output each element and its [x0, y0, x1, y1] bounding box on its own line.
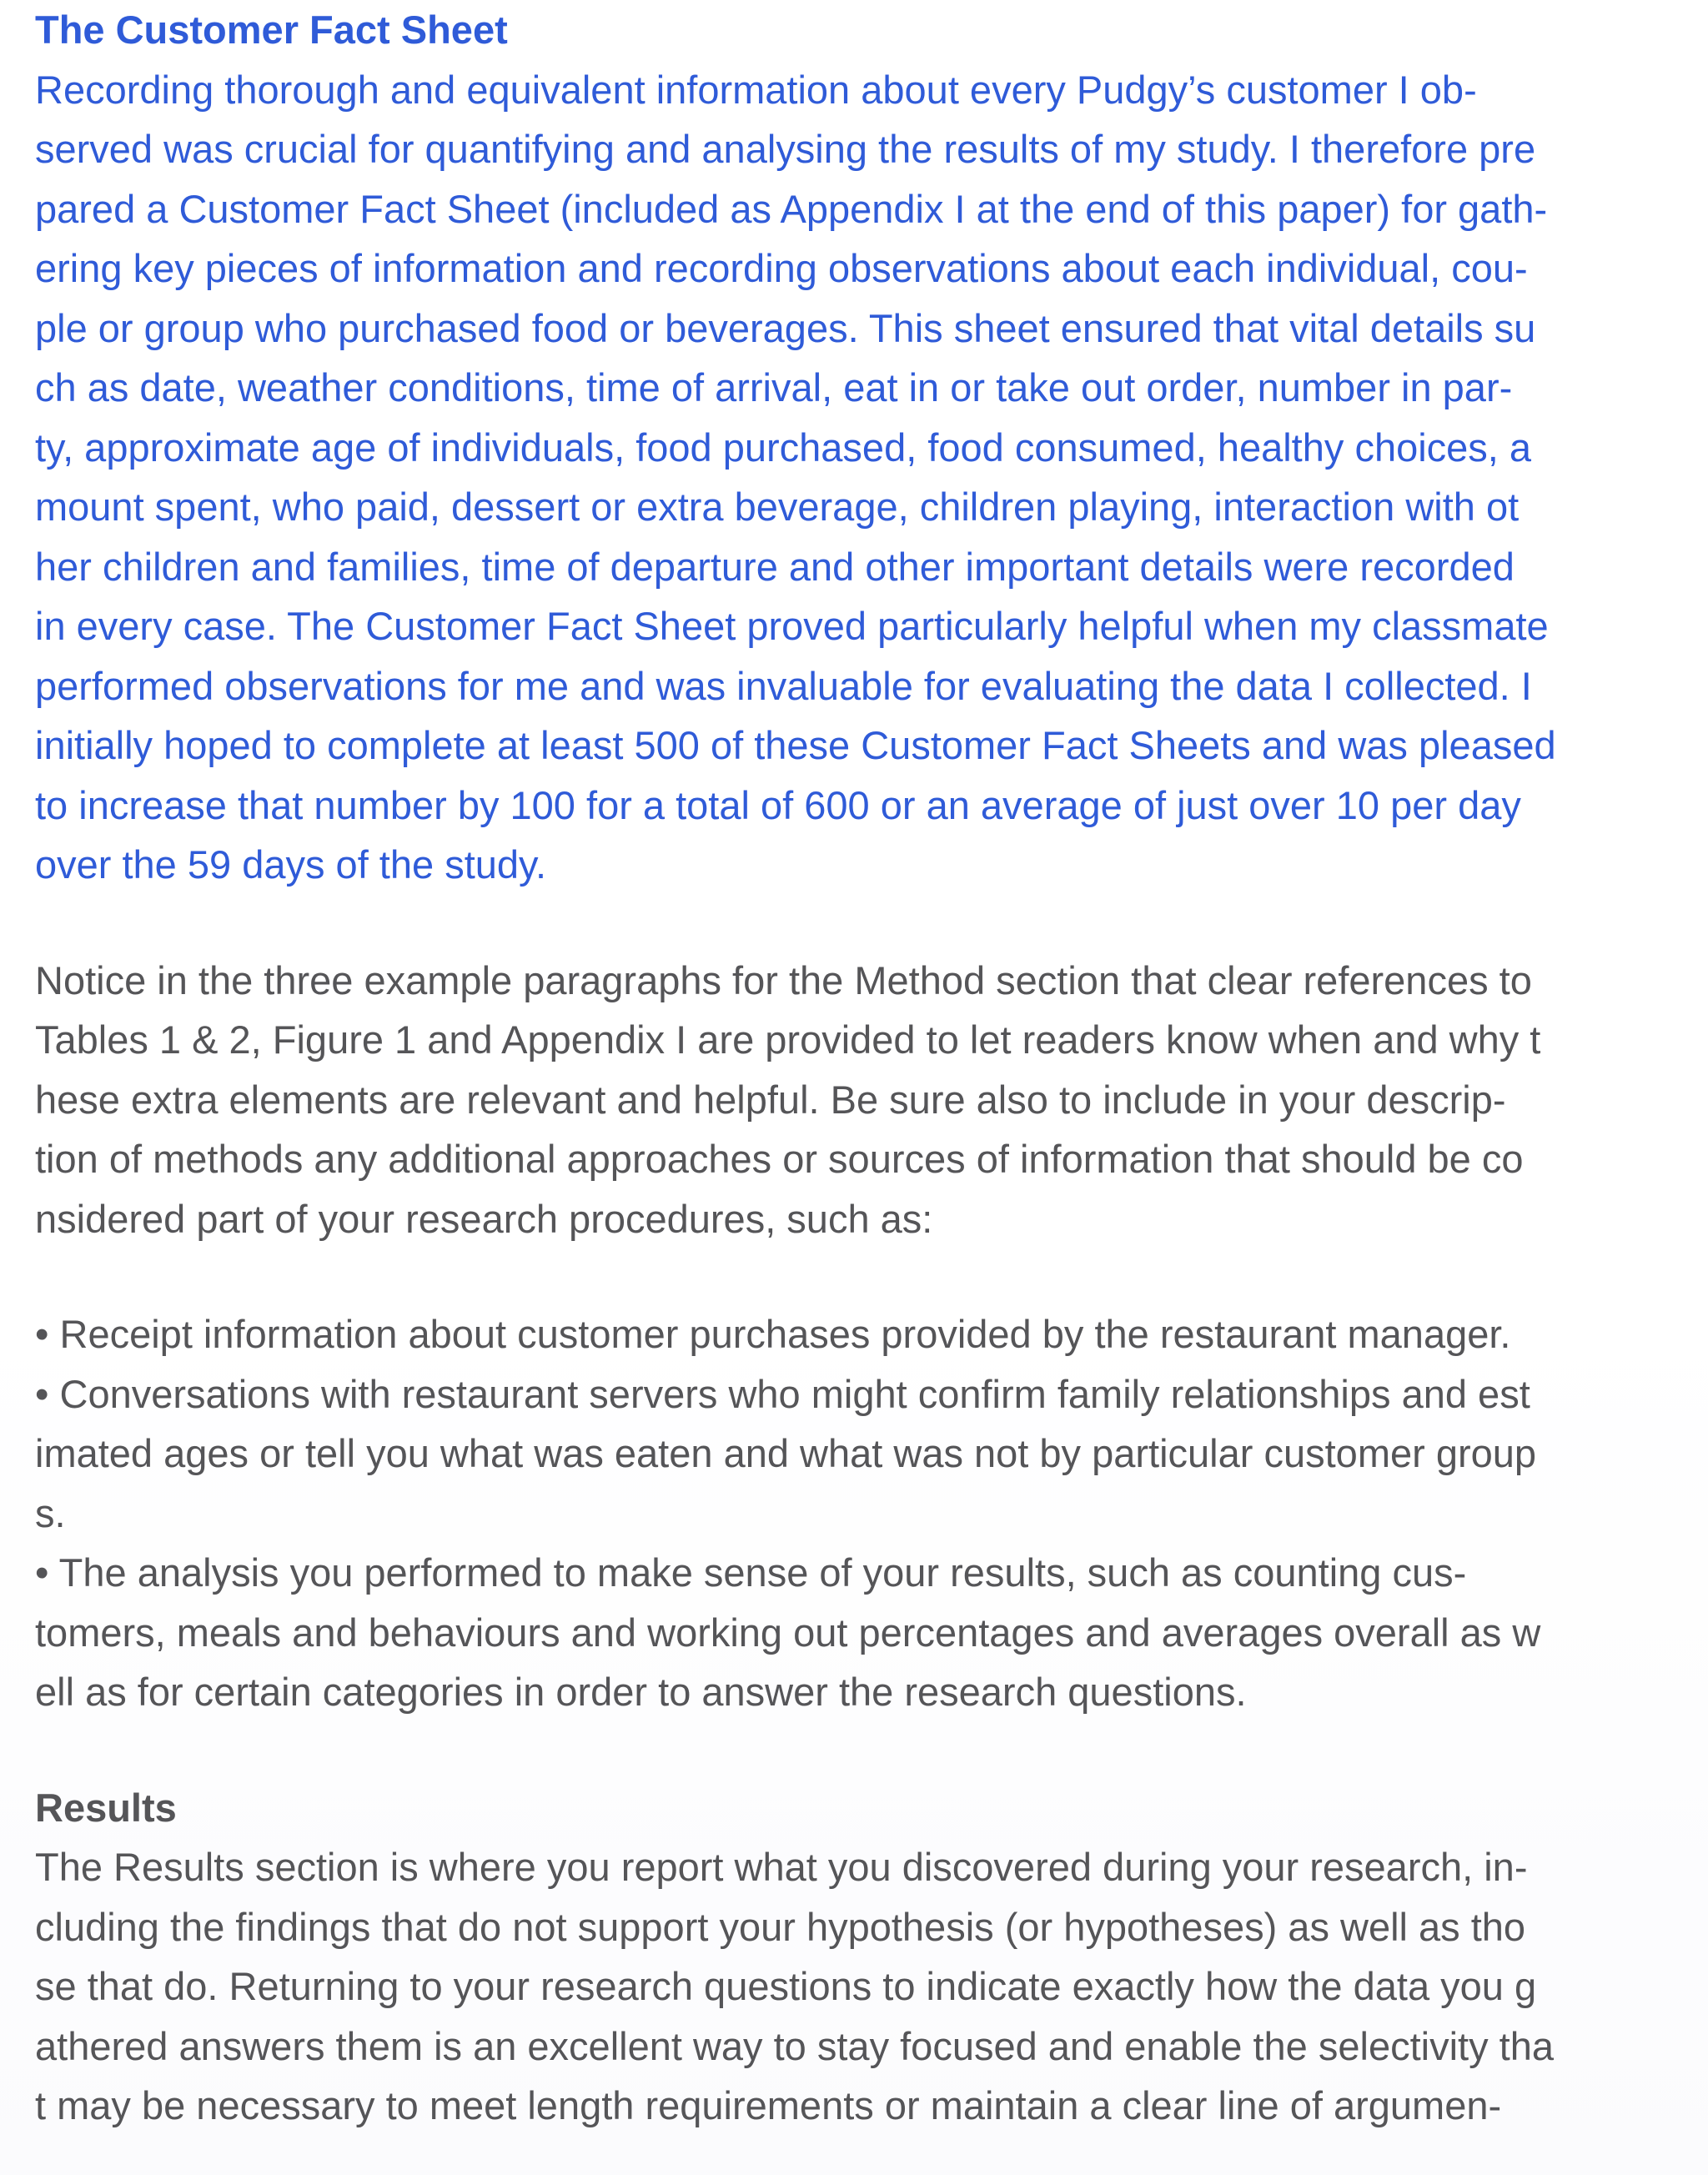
paragraph-line: to increase that number by 100 for a total of 600 or an average of just over 10 per day — [35, 782, 1521, 827]
paragraph-line: nsidered part of your research procedures, such as: — [35, 1196, 933, 1241]
bullet-line: s. — [35, 1490, 66, 1535]
paragraph-line: ering key pieces of information and recording observations about each individual, cou- — [35, 246, 1528, 290]
bullet-list — [35, 1304, 1686, 1722]
paragraph-spacer — [35, 895, 1686, 951]
paragraph-line: The Results section is where you report what you discovered during your research, in- — [35, 1845, 1528, 1889]
bullet-line: • Conversations with restaurant servers who might confirm family relationships and est — [35, 1371, 1530, 1416]
paragraph-line: tion of methods any additional approaches or sources of information that should be co — [35, 1137, 1524, 1181]
paragraph-line: performed observations for me and was invaluable for evaluating the data I collected. I — [35, 663, 1532, 708]
paragraph-line: Recording thorough and equivalent information about every Pudgy’s customer I ob- — [35, 67, 1477, 112]
section-heading: Results — [35, 1785, 177, 1830]
paragraph-line: ty, approximate age of individuals, food purchased, food consumed, healthy choices, a — [35, 424, 1532, 470]
method-notice-paragraph — [35, 951, 1686, 1249]
paragraph-line: t may be necessary to meet length requirements or maintain a clear line of argumen- — [35, 2083, 1502, 2127]
paragraph-line: mount spent, who paid, dessert or extra beverage, children playing, interaction with ot — [35, 485, 1520, 529]
results-section — [35, 1778, 1686, 2136]
bullet-line: • Receipt information about customer purchases provided by the restaurant manager. — [35, 1312, 1511, 1356]
paragraph-line: initially hoped to complete at least 500 of these Customer Fact Sheets and was pleased — [35, 723, 1556, 767]
section-heading: The Customer Fact Sheet — [35, 8, 508, 52]
paragraph-line: over the 59 days of the study. — [35, 842, 547, 887]
bullet-line: imated ages or tell you what was eaten and what was not by particular customer group — [35, 1431, 1537, 1475]
bullet-line: ell as for certain categories in order to answer the research questions. — [35, 1670, 1247, 1714]
paragraph-spacer — [35, 1722, 1686, 1778]
paragraph-line: se that do. Returning to your research questions to indicate exactly how the data you g — [35, 1964, 1537, 2008]
paragraph-spacer — [35, 1248, 1686, 1304]
paragraph-line: in every case. The Customer Fact Sheet proved particularly helpful when my classmate — [35, 604, 1549, 648]
paragraph-line: ch as date, weather conditions, time of arrival, eat in or take out order, number in par- — [35, 365, 1513, 409]
paragraph-line: athered answers them is an excellent way to stay focused and enable the selectivity tha — [35, 2023, 1554, 2068]
document-page — [35, 0, 1686, 2136]
paragraph-line: pared a Customer Fact Sheet (included as Appendix I at the end of this paper) for gath- — [35, 186, 1548, 231]
paragraph-line: ple or group who purchased food or beverages. This sheet ensured that vital details su — [35, 305, 1536, 350]
paragraph-line: served was crucial for quantifying and analysing the results of my study. I therefore pre — [35, 127, 1536, 171]
bullet-line: • The analysis you performed to make sense of your results, such as counting cus- — [35, 1550, 1467, 1595]
paragraph-line: cluding the findings that do not support your hypothesis (or hypotheses) as well as tho — [35, 1904, 1526, 1949]
paragraph-line: her children and families, time of departure and other important details were recorded — [35, 544, 1515, 589]
bullet-line: tomers, meals and behaviours and working out percentages and averages overall as w — [35, 1610, 1541, 1655]
paragraph-line: Tables 1 & 2, Figure 1 and Appendix I are provided to let readers know when and why t — [35, 1017, 1541, 1062]
customer-fact-sheet-section — [35, 0, 1686, 895]
paragraph-line: hese extra elements are relevant and helpful. Be sure also to include in your descrip- — [35, 1077, 1506, 1122]
paragraph-line: Notice in the three example paragraphs for the Method section that clear references to — [35, 957, 1532, 1002]
